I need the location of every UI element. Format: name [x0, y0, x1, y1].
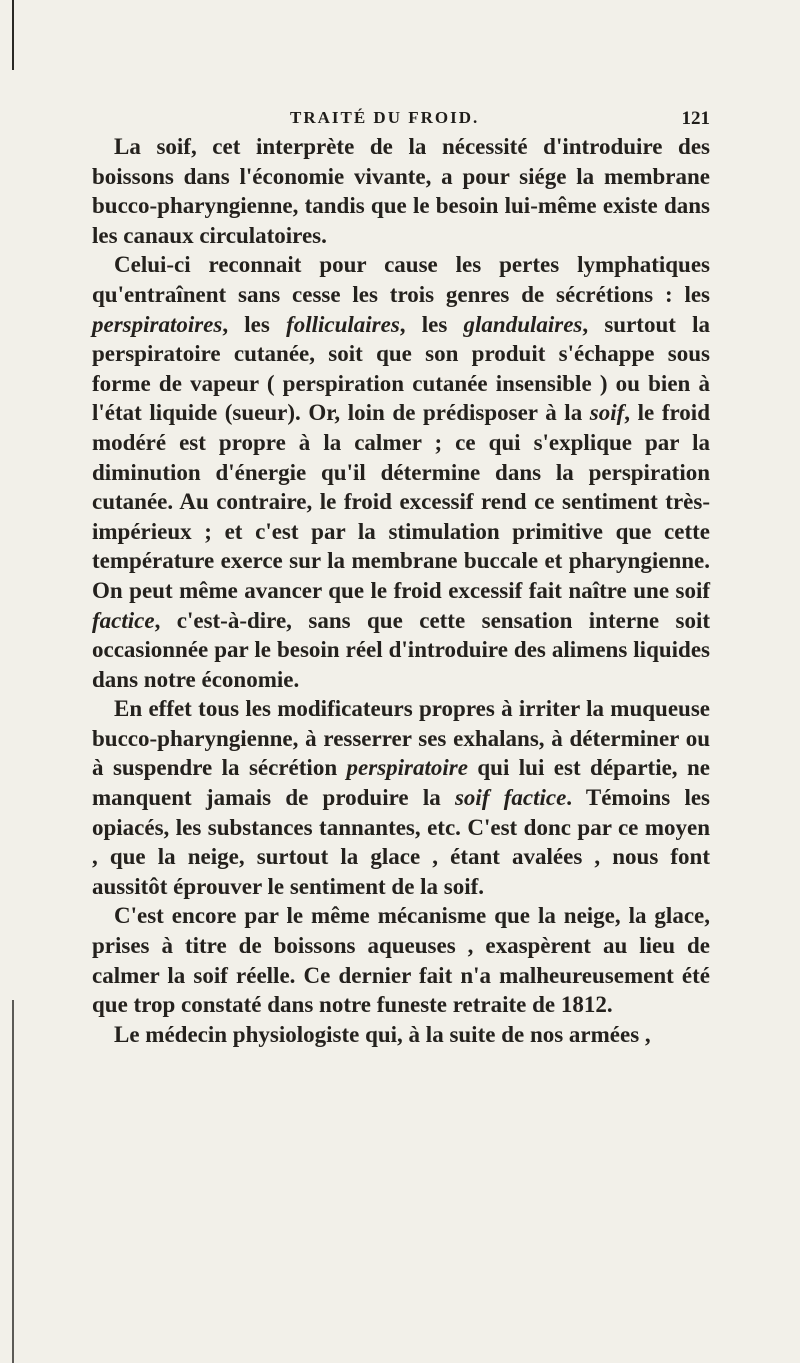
- italic-text: glandulaires: [463, 311, 583, 337]
- text-run: qui lui est départie, ne manquent jamais de produire la: [92, 755, 710, 811]
- paragraph: [92, 694, 710, 901]
- text-run: Celui-ci reconnait pour cause les pertes lymphatiques qu'entraînent sans cesse les trois genres de sécrétions : les: [92, 252, 710, 307]
- text-run: , les: [399, 311, 464, 337]
- italic-text: perspiratoire: [346, 755, 468, 781]
- text-run: La soif, cet interprète de la nécessité d'introduire des boissons dans l'économie vivante, a pour siége la membrane bucco-pharyngienne, tandis que le besoin lui-même existe dans les canaux circulatoires.: [92, 134, 710, 248]
- page-edge-mark-lower: [12, 1000, 14, 1363]
- text-run: , surtout la perspiratoire cutanée, soit que son produit s'échappe sous forme de vapeur ( perspiration cutanée insensible ) ou bien à l'état liquide (sueur). Or, loin de prédisposer à la: [92, 311, 710, 426]
- paragraph: [92, 1020, 710, 1050]
- text-run: En effet tous les modificateurs propres à irriter la muqueuse bucco-pharyngienne, à resserrer ses exhalans, à déterminer ou à suspendre la sécrétion: [92, 696, 710, 781]
- paragraph: [92, 132, 710, 250]
- text-run: , c'est-à-dire, sans que cette sensation interne soit occasionnée par le besoin réel d'introduire des alimens liquides dans notre économie.: [92, 607, 710, 692]
- text-run: Le médecin physiologiste qui, à la suite de nos armées ,: [114, 1021, 651, 1047]
- page-edge-mark: [12, 0, 14, 70]
- page-number: 121: [681, 108, 710, 129]
- paragraph: [92, 250, 710, 694]
- text-run: C'est encore par le même mécanisme que la neige, la glace, prises à titre de boissons aqueuses , exaspèrent au lieu de calmer la soif réelle. Ce dernier fait n'a malheureusement été que trop constaté dans notre funeste retraite de 1812.: [92, 903, 710, 1018]
- italic-text: soif factice: [454, 785, 567, 811]
- body-text: [92, 132, 710, 1049]
- text-run: . Témoins les opiacés, les substances tannantes, etc. C'est donc par ce moyen , que la neige, surtout la glace , étant avalées , nous font aussitôt éprouver le sentiment de la soif.: [92, 785, 710, 899]
- paragraph: [92, 901, 710, 1019]
- running-title: TRAITÉ DU FROID.: [290, 108, 480, 127]
- italic-text: perspiratoires: [92, 311, 223, 337]
- italic-text: soif: [589, 400, 625, 426]
- italic-text: factice: [92, 607, 155, 633]
- italic-text: folliculaires: [286, 311, 400, 337]
- text-run: , le froid modéré est propre à la calmer ; ce qui s'explique par la diminution d'énergie qu'il détermine dans la perspiration cutanée. Au contraire, le froid excessif rend ce sentiment très-impérieux ; et c'est par la stimulation primitive que cette température exerce sur la membrane buccale et pharyngienne. On peut même avancer que le froid excessif fait naître une soif: [92, 400, 710, 603]
- text-run: , les: [222, 311, 287, 337]
